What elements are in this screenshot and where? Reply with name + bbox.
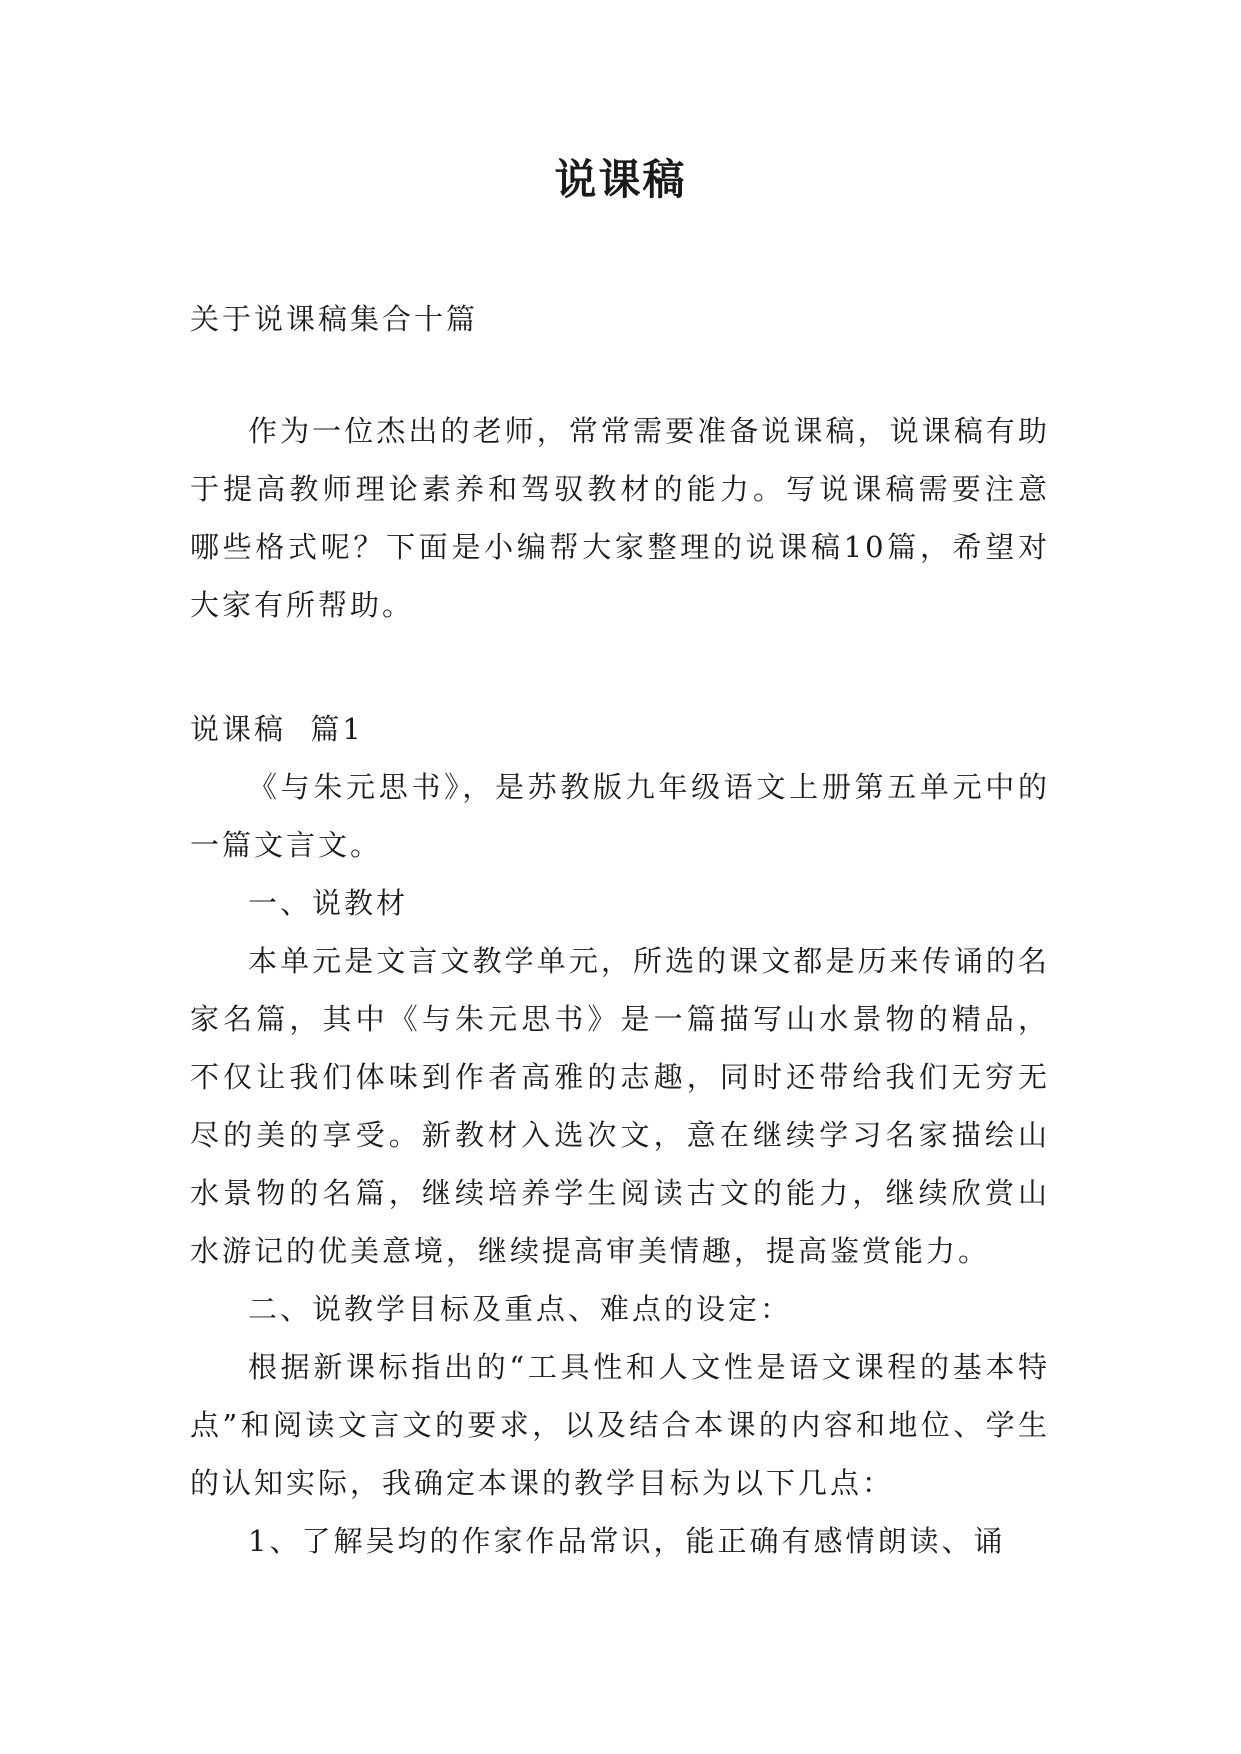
body-heading: 一、说教材: [248, 886, 409, 920]
body-paragraph: 根据新课标指出的“工具性和人文性是语文课程的基本特点”和阅读文言文的要求，以及结合本课的内容和地位、学生的认知实际，我确定本课的教学目标为以下几点：: [190, 1350, 1050, 1500]
body-paragraph: 1、了解吴均的作家作品常识，能正确有感情朗读、诵: [248, 1524, 1006, 1558]
body-heading: 二、说教学目标及重点、难点的设定：: [248, 1292, 793, 1326]
section-body: [190, 758, 1050, 1570]
intro-paragraph: 作为一位杰出的老师，常常需要准备说课稿，说课稿有助于提高教师理论素养和驾驭教材的能力。写说课稿需要注意哪些格式呢？下面是小编帮大家整理的说课稿10篇，希望对大家有所帮助。: [190, 414, 1050, 622]
body-paragraph: 本单元是文言文教学单元，所选的课文都是历来传诵的名家名篇，其中《与朱元思书》是一篇描写山水景物的精品，不仅让我们体味到作者高雅的志趣，同时还带给我们无穷无尽的美的享受。新教材入选次文，意在继续学习名家描绘山水景物的名篇，继续培养学生阅读古文的能力，继续欣赏山水游记的优美意境，继续提高审美情趣，提高鉴赏能力。: [190, 944, 1050, 1268]
document-title: 说课稿: [554, 155, 687, 204]
section-heading: 说课稿 篇1: [190, 712, 364, 746]
document-subtitle: 关于说课稿集合十篇: [190, 302, 479, 336]
body-paragraph: 《与朱元思书》，是苏教版九年级语文上册第五单元中的一篇文言文。: [190, 770, 1050, 862]
